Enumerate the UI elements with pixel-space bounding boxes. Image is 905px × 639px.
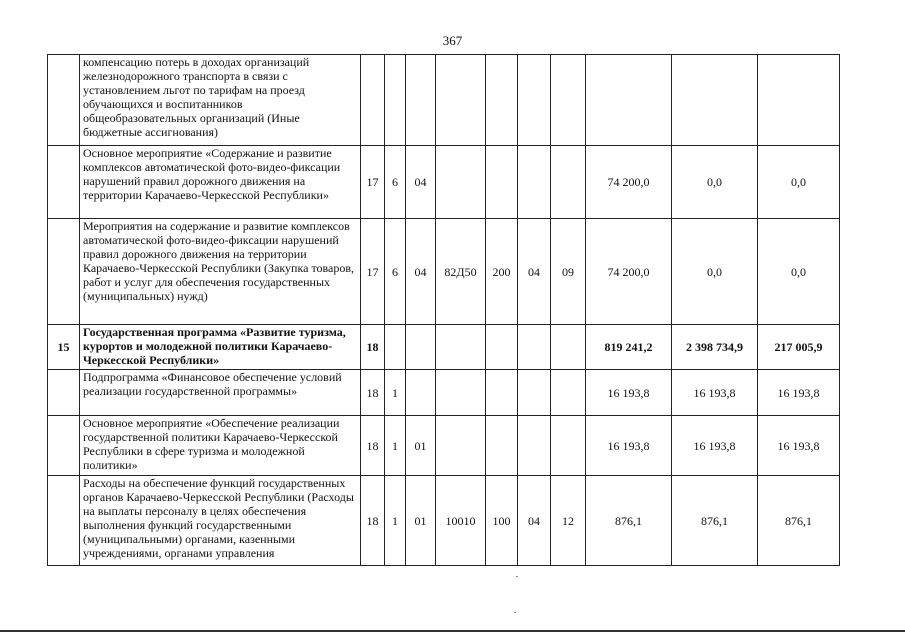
row-name: Основное мероприятие «Содержание и развитие комплексов автоматической фото-видео-фиксации нарушений правил дорожного движения на территории Карачаево-Черкесской Республики» xyxy=(80,146,361,219)
row-number xyxy=(48,416,80,476)
code-direction: 10010 xyxy=(436,476,486,566)
row-name: Государственная программа «Развитие туризма, курортов и молодежной политики Карачаево-Черкесской Республики» xyxy=(80,325,361,370)
table-row xyxy=(48,370,840,416)
code-direction: 82Д50 xyxy=(436,219,486,325)
code-event: 01 xyxy=(406,476,436,566)
table-row xyxy=(48,325,840,370)
code-event: 04 xyxy=(406,219,436,325)
budget-table xyxy=(47,54,840,566)
code-subsection: 09 xyxy=(551,219,586,325)
row-name: компенсацию потерь в доходах организаций железнодорожного транспорта в связи с установлением льгот по тарифам на проезд обучающихся и воспитанников общеобразовательных организаций (Иные бюджетные ассигнования) xyxy=(80,55,361,146)
code-subprogram: 6 xyxy=(385,146,406,219)
scan-edge-line xyxy=(0,630,905,632)
code-expense-type xyxy=(486,146,518,219)
code-section xyxy=(518,146,551,219)
amount-year-3 xyxy=(758,55,840,146)
amount-year-2: 2 398 734,9 xyxy=(672,325,758,370)
code-section: 04 xyxy=(518,476,551,566)
amount-year-3: 0,0 xyxy=(758,146,840,219)
scan-speck xyxy=(516,576,518,577)
code-ministry xyxy=(361,55,385,146)
amount-year-3: 876,1 xyxy=(758,476,840,566)
code-event xyxy=(406,325,436,370)
amount-year-1: 876,1 xyxy=(586,476,672,566)
table-row xyxy=(48,416,840,476)
row-name: Основное мероприятие «Обеспечение реализации государственной политики Карачаево-Черкесской Республики в сфере туризма и молодежной политики» xyxy=(80,416,361,476)
code-subprogram xyxy=(385,55,406,146)
code-direction xyxy=(436,370,486,416)
row-name: Подпрограмма «Финансовое обеспечение условий реализации государственной программы» xyxy=(80,370,361,416)
row-number xyxy=(48,219,80,325)
amount-year-3: 0,0 xyxy=(758,219,840,325)
row-number xyxy=(48,146,80,219)
amount-year-1: 74 200,0 xyxy=(586,219,672,325)
amount-year-3: 217 005,9 xyxy=(758,325,840,370)
amount-year-2: 0,0 xyxy=(672,219,758,325)
amount-year-2: 876,1 xyxy=(672,476,758,566)
code-subsection xyxy=(551,55,586,146)
page-number: 367 xyxy=(442,33,463,48)
code-subsection xyxy=(551,370,586,416)
code-event xyxy=(406,370,436,416)
code-subprogram: 6 xyxy=(385,219,406,325)
code-expense-type xyxy=(486,325,518,370)
code-ministry: 18 xyxy=(361,476,385,566)
code-subprogram xyxy=(385,325,406,370)
code-section xyxy=(518,325,551,370)
code-section: 04 xyxy=(518,219,551,325)
code-subsection xyxy=(551,325,586,370)
row-name: Мероприятия на содержание и развитие комплексов автоматической фото-видео-фиксации нарушений правил дорожного движения на территории Карачаево-Черкесской Республики (Закупка товаров, работ и услуг для обеспечения государственных (муниципальных) нужд) xyxy=(80,219,361,325)
code-event: 04 xyxy=(406,146,436,219)
table-row xyxy=(48,219,840,325)
amount-year-1: 819 241,2 xyxy=(586,325,672,370)
code-section xyxy=(518,370,551,416)
code-subsection: 12 xyxy=(551,476,586,566)
code-subprogram: 1 xyxy=(385,476,406,566)
amount-year-1: 74 200,0 xyxy=(586,146,672,219)
amount-year-1 xyxy=(586,55,672,146)
code-subsection xyxy=(551,416,586,476)
code-ministry: 17 xyxy=(361,146,385,219)
amount-year-3: 16 193,8 xyxy=(758,370,840,416)
code-subprogram: 1 xyxy=(385,370,406,416)
amount-year-2: 16 193,8 xyxy=(672,370,758,416)
code-section xyxy=(518,55,551,146)
code-direction xyxy=(436,325,486,370)
code-direction xyxy=(436,55,486,146)
code-subprogram: 1 xyxy=(385,416,406,476)
scan-speck xyxy=(514,612,516,613)
code-ministry: 18 xyxy=(361,325,385,370)
code-subsection xyxy=(551,146,586,219)
code-expense-type xyxy=(486,370,518,416)
code-expense-type: 200 xyxy=(486,219,518,325)
code-section xyxy=(518,416,551,476)
table-row xyxy=(48,476,840,566)
row-number: 15 xyxy=(48,325,80,370)
code-event xyxy=(406,55,436,146)
amount-year-1: 16 193,8 xyxy=(586,416,672,476)
code-expense-type xyxy=(486,55,518,146)
row-number xyxy=(48,476,80,566)
code-expense-type: 100 xyxy=(486,476,518,566)
amount-year-2: 0,0 xyxy=(672,146,758,219)
code-direction xyxy=(436,146,486,219)
amount-year-2: 16 193,8 xyxy=(672,416,758,476)
amount-year-2 xyxy=(672,55,758,146)
code-ministry: 18 xyxy=(361,370,385,416)
table-row xyxy=(48,55,840,146)
code-ministry: 17 xyxy=(361,219,385,325)
code-direction xyxy=(436,416,486,476)
amount-year-1: 16 193,8 xyxy=(586,370,672,416)
code-ministry: 18 xyxy=(361,416,385,476)
code-expense-type xyxy=(486,416,518,476)
amount-year-3: 16 193,8 xyxy=(758,416,840,476)
code-event: 01 xyxy=(406,416,436,476)
table-row xyxy=(48,146,840,219)
row-number xyxy=(48,55,80,146)
row-name: Расходы на обеспечение функций государственных органов Карачаево-Черкесской Республики (Расходы на выплаты персоналу в целях обеспечения выполнения функций государственными (муниципальными) органами, казенными учреждениями, органами управления xyxy=(80,476,361,566)
row-number xyxy=(48,370,80,416)
